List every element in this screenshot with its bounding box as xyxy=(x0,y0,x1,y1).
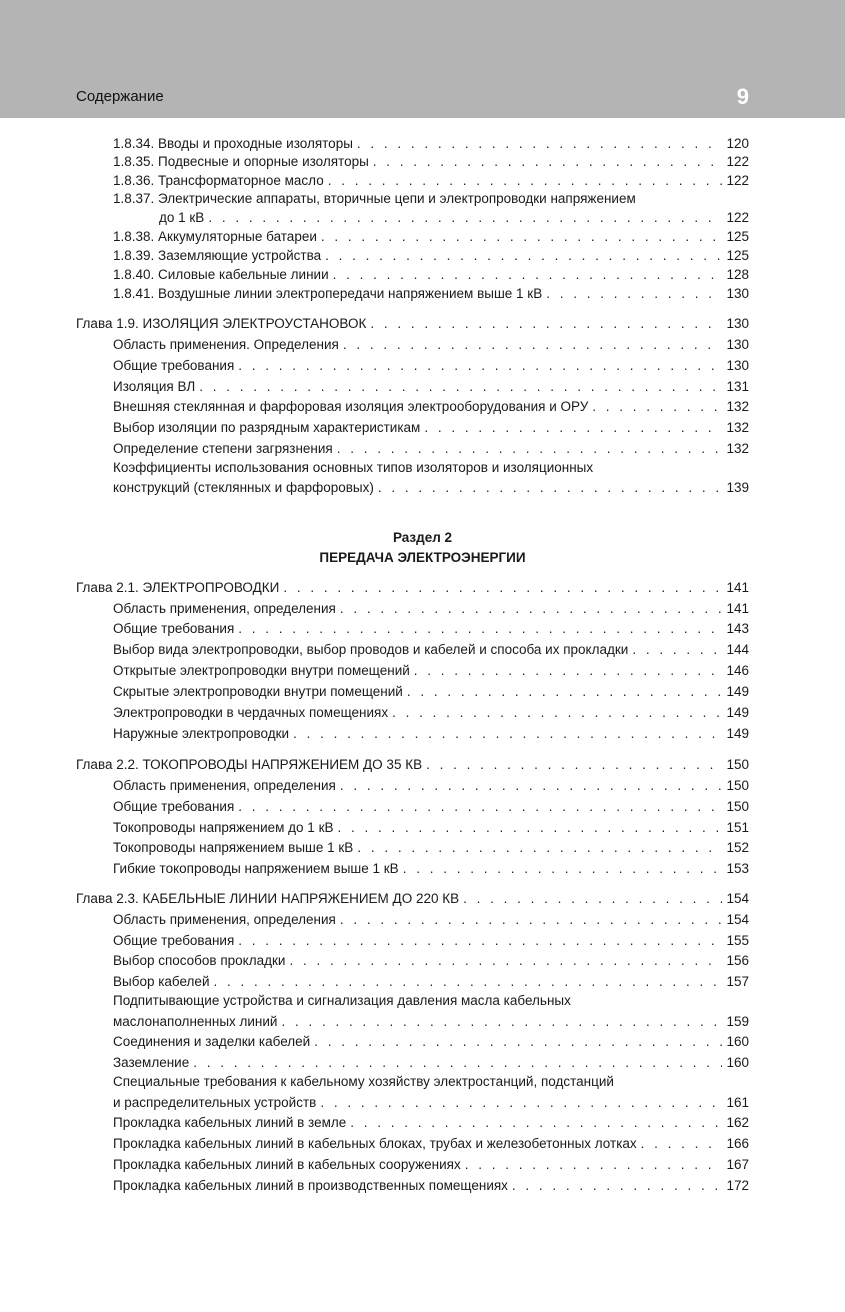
toc-entry-title: Токопроводы напряжением до 1 кВ xyxy=(113,820,334,835)
chapter-page: 130 xyxy=(726,316,749,331)
toc-entry-page: 166 xyxy=(726,1136,749,1151)
toc-entry-page: 149 xyxy=(726,684,749,699)
toc-entry-page: 150 xyxy=(726,799,749,814)
dot-leader xyxy=(340,600,723,618)
toc-entry-title: Соединения и заделки кабелей xyxy=(113,1034,311,1049)
page-number: 9 xyxy=(736,84,749,109)
toc-entry-title: Наружные электропроводки xyxy=(113,726,290,741)
toc-entry[interactable] xyxy=(113,1135,749,1153)
dot-leader xyxy=(333,266,723,284)
toc-entry[interactable] xyxy=(113,819,749,837)
toc-entry[interactable] xyxy=(113,1114,749,1132)
toc-entry-title: Подпитывающие устройства и сигнализация давления масла кабельных xyxy=(113,993,571,1008)
toc-entry[interactable] xyxy=(113,419,749,437)
toc-entry-title: Общие требования xyxy=(113,799,235,814)
toc-entry-title: 1.8.41. Воздушные линии электропередачи напряжением выше 1 кВ xyxy=(113,286,543,301)
toc-entry-page: 162 xyxy=(726,1115,749,1130)
dot-leader xyxy=(238,798,722,816)
toc-entry-page: 125 xyxy=(726,248,749,263)
dot-leader xyxy=(350,1114,722,1132)
dot-leader xyxy=(193,1054,722,1072)
dot-leader xyxy=(343,336,723,354)
toc-entry[interactable] xyxy=(113,1177,749,1195)
toc-entry-title: Прокладка кабельных линий в кабельных сооружениях xyxy=(113,1157,461,1172)
dot-leader xyxy=(283,579,722,597)
dot-leader xyxy=(321,228,723,246)
toc-entry-title: Выбор способов прокладки xyxy=(113,953,286,968)
toc-entry-page: 172 xyxy=(726,1178,749,1193)
toc-entry-page: 149 xyxy=(726,726,749,741)
toc-entry[interactable] xyxy=(113,973,749,991)
toc-entry[interactable] xyxy=(113,683,749,701)
toc-entry[interactable] xyxy=(113,600,749,618)
toc-entry-page: 160 xyxy=(726,1055,749,1070)
toc-entry-title: Внешняя стеклянная и фарфоровая изоляция электрооборудования и ОРУ xyxy=(113,399,589,414)
toc-entry[interactable] xyxy=(113,839,749,857)
toc-entry-title: Токопроводы напряжением выше 1 кВ xyxy=(113,840,354,855)
toc-entry[interactable] xyxy=(113,1033,749,1051)
dot-leader xyxy=(293,725,722,743)
toc-entry-title: Выбор изоляции по разрядным характеристикам xyxy=(113,420,421,435)
dot-leader xyxy=(592,398,722,416)
toc-entry-title: Прокладка кабельных линий в кабельных блоках, трубах и железобетонных лотках xyxy=(113,1136,637,1151)
chapter-title: Глава 2.1. ЭЛЕКТРОПРОВОДКИ xyxy=(76,580,280,595)
dot-leader xyxy=(238,620,722,638)
dot-leader xyxy=(357,135,723,153)
toc-entry[interactable] xyxy=(113,172,749,190)
toc-entry-page: 139 xyxy=(726,480,749,495)
dot-leader xyxy=(465,1156,723,1174)
dot-leader xyxy=(370,315,722,333)
toc-chapter[interactable] xyxy=(76,890,749,908)
dot-leader xyxy=(325,247,722,265)
toc-entry-title: Коэффициенты использования основных типов изоляторов и изоляционных xyxy=(113,460,594,475)
dot-leader xyxy=(340,777,723,795)
toc-entry-page: 122 xyxy=(726,154,749,169)
toc-entry-page: 150 xyxy=(726,778,749,793)
toc-entry[interactable] xyxy=(113,247,749,265)
toc-entry[interactable] xyxy=(113,1156,749,1174)
toc-entry-title: Общие требования xyxy=(113,933,235,948)
toc-entry[interactable] xyxy=(113,357,749,375)
toc-entry-title: Прокладка кабельных линий в производственных помещениях xyxy=(113,1178,508,1193)
toc-entry-title: 1.8.34. Вводы и проходные изоляторы xyxy=(113,136,353,151)
dot-leader xyxy=(208,209,722,227)
toc-entry-title: Прокладка кабельных линий в земле xyxy=(113,1115,347,1130)
toc-entry-page: 122 xyxy=(726,173,749,188)
dot-leader xyxy=(320,1094,722,1112)
toc-entry-title: Общие требования xyxy=(113,358,235,373)
dot-leader xyxy=(328,172,723,190)
dot-leader xyxy=(357,839,722,857)
toc-entry-page: 152 xyxy=(726,840,749,855)
toc-entry-title: Открытые электропроводки внутри помещений xyxy=(113,663,410,678)
toc-entry[interactable] xyxy=(113,798,749,816)
toc-entry-page: 130 xyxy=(726,286,749,301)
dot-leader xyxy=(281,1013,722,1031)
toc-entry[interactable] xyxy=(113,641,749,659)
toc-entry[interactable] xyxy=(113,704,749,722)
toc-entry-title: Область применения, определения xyxy=(113,778,336,793)
toc-entry[interactable] xyxy=(113,378,749,396)
toc-entry-title: Электропроводки в чердачных помещениях xyxy=(113,705,389,720)
toc-entry-title: 1.8.35. Подвесные и опорные изоляторы xyxy=(113,154,369,169)
dot-leader xyxy=(373,153,723,171)
toc-entry-title-cont: и распределительных устройств xyxy=(113,1095,317,1110)
dot-leader xyxy=(199,378,722,396)
toc-entry[interactable] xyxy=(113,725,749,743)
toc-entry-page: 153 xyxy=(726,861,749,876)
toc-entry[interactable] xyxy=(113,336,749,354)
dot-leader xyxy=(213,973,722,991)
chapter-page: 150 xyxy=(726,757,749,772)
toc-entry-page: 141 xyxy=(726,601,749,616)
toc-entry-title: Выбор кабелей xyxy=(113,974,210,989)
toc-entry-page: 155 xyxy=(726,933,749,948)
dot-leader xyxy=(632,641,722,659)
chapter-title: Глава 1.9. ИЗОЛЯЦИЯ ЭЛЕКТРОУСТАНОВОК xyxy=(76,316,367,331)
dot-leader xyxy=(392,704,722,722)
toc-entry-title: 1.8.36. Трансформаторное масло xyxy=(113,173,324,188)
toc-entry-page: 130 xyxy=(726,358,749,373)
dot-leader xyxy=(463,890,722,908)
toc-entry-page: 131 xyxy=(726,379,749,394)
chapter-page: 154 xyxy=(726,891,749,906)
toc-entry-title: Выбор вида электропроводки, выбор проводов и кабелей и способа их прокладки xyxy=(113,642,629,657)
toc-entry-title: 1.8.38. Аккумуляторные батареи xyxy=(113,229,317,244)
toc-entry[interactable] xyxy=(113,620,749,638)
dot-leader xyxy=(238,932,722,950)
toc-entry-page: 120 xyxy=(726,136,749,151)
toc-entry[interactable] xyxy=(113,911,749,929)
toc-entry[interactable] xyxy=(113,285,749,303)
toc-entry[interactable] xyxy=(113,266,749,284)
toc-entry-title: Область применения. Определения xyxy=(113,337,339,352)
section-title: ПЕРЕДАЧА ЭЛЕКТРОЭНЕРГИИ xyxy=(319,550,526,565)
toc-entry-page: 122 xyxy=(726,210,749,225)
toc-entry-page: 130 xyxy=(726,337,749,352)
toc-entry-page: 144 xyxy=(726,642,749,657)
toc-entry[interactable] xyxy=(113,228,749,246)
toc-entry[interactable] xyxy=(113,662,749,680)
toc-entry[interactable] xyxy=(113,1013,749,1031)
toc-entry-title: 1.8.37. Электрические аппараты, вторичные цепи и электропроводки напряжением xyxy=(113,191,636,206)
toc-entry-title: 1.8.39. Заземляющие устройства xyxy=(113,248,322,263)
dot-leader xyxy=(337,440,723,458)
toc-entry-title: Область применения, определения xyxy=(113,912,336,927)
toc-entry-page: 167 xyxy=(726,1157,749,1172)
toc-entry-page: 143 xyxy=(726,621,749,636)
running-title: Содержание xyxy=(76,88,164,105)
page-header xyxy=(0,0,845,118)
toc-entry-page: 132 xyxy=(726,399,749,414)
toc-chapter[interactable] xyxy=(76,579,749,597)
dot-leader xyxy=(426,756,722,774)
toc-entry-title: Определение степени загрязнения xyxy=(113,441,333,456)
toc-entry-page: 157 xyxy=(726,974,749,989)
toc-entry-title: Скрытые электропроводки внутри помещений xyxy=(113,684,403,699)
toc-entry-page: 125 xyxy=(726,229,749,244)
toc-entry-title-cont: конструкций (стеклянных и фарфоровых) xyxy=(113,480,374,495)
dot-leader xyxy=(337,819,722,837)
toc-entry-title-cont: до 1 кВ xyxy=(159,210,205,225)
toc-entry-title: Общие требования xyxy=(113,621,235,636)
toc-entry-title-cont: маслонаполненных линий xyxy=(113,1014,278,1029)
toc-entry-title: Изоляция ВЛ xyxy=(113,379,196,394)
toc-entry-page: 151 xyxy=(726,820,749,835)
toc-entry-title: 1.8.40. Силовые кабельные линии xyxy=(113,267,329,282)
toc-entry[interactable] xyxy=(113,860,749,878)
toc-entry-page: 132 xyxy=(726,420,749,435)
toc-entry[interactable] xyxy=(159,209,749,227)
toc-entry[interactable] xyxy=(113,479,749,497)
dot-leader xyxy=(546,285,722,303)
toc-entry-page: 149 xyxy=(726,705,749,720)
chapter-page: 141 xyxy=(726,580,749,595)
dot-leader xyxy=(378,479,723,497)
toc-entry[interactable] xyxy=(113,398,749,416)
toc-chapter[interactable] xyxy=(76,756,749,774)
toc-entry[interactable] xyxy=(113,952,749,970)
toc-entry[interactable] xyxy=(113,135,749,153)
dot-leader xyxy=(403,860,723,878)
toc-entry-page: 146 xyxy=(726,663,749,678)
dot-leader xyxy=(512,1177,723,1195)
toc-entry-page: 132 xyxy=(726,441,749,456)
toc-entry-title: Специальные требования к кабельному хозяйству электростанций, подстанций xyxy=(113,1074,614,1089)
toc-entry-page: 128 xyxy=(726,267,749,282)
section-label: Раздел 2 xyxy=(392,530,453,545)
toc-entry[interactable] xyxy=(113,1094,749,1112)
toc-entry[interactable] xyxy=(113,153,749,171)
dot-leader xyxy=(641,1135,723,1153)
toc-entry[interactable] xyxy=(113,777,749,795)
toc-chapter[interactable] xyxy=(76,315,749,333)
toc-entry-title: Заземление xyxy=(113,1055,190,1070)
toc-entry[interactable] xyxy=(113,1054,749,1072)
toc-entry[interactable] xyxy=(113,440,749,458)
dot-leader xyxy=(340,911,723,929)
dot-leader xyxy=(314,1033,722,1051)
dot-leader xyxy=(289,952,722,970)
toc-entry-page: 154 xyxy=(726,912,749,927)
toc-entry-title: Гибкие токопроводы напряжением выше 1 кВ xyxy=(113,861,399,876)
dot-leader xyxy=(407,683,723,701)
toc-entry-page: 159 xyxy=(726,1014,749,1029)
toc-entry-page: 156 xyxy=(726,953,749,968)
toc-entry-page: 161 xyxy=(726,1095,749,1110)
dot-leader xyxy=(238,357,722,375)
chapter-title: Глава 2.2. ТОКОПРОВОДЫ НАПРЯЖЕНИЕМ ДО 35 КВ xyxy=(76,757,423,772)
chapter-title: Глава 2.3. КАБЕЛЬНЫЕ ЛИНИИ НАПРЯЖЕНИЕМ ДО 220 КВ xyxy=(76,891,460,906)
dot-leader xyxy=(424,419,722,437)
toc-entry-page: 160 xyxy=(726,1034,749,1049)
toc-entry[interactable] xyxy=(113,932,749,950)
dot-leader xyxy=(414,662,723,680)
toc-entry-title: Область применения, определения xyxy=(113,601,336,616)
